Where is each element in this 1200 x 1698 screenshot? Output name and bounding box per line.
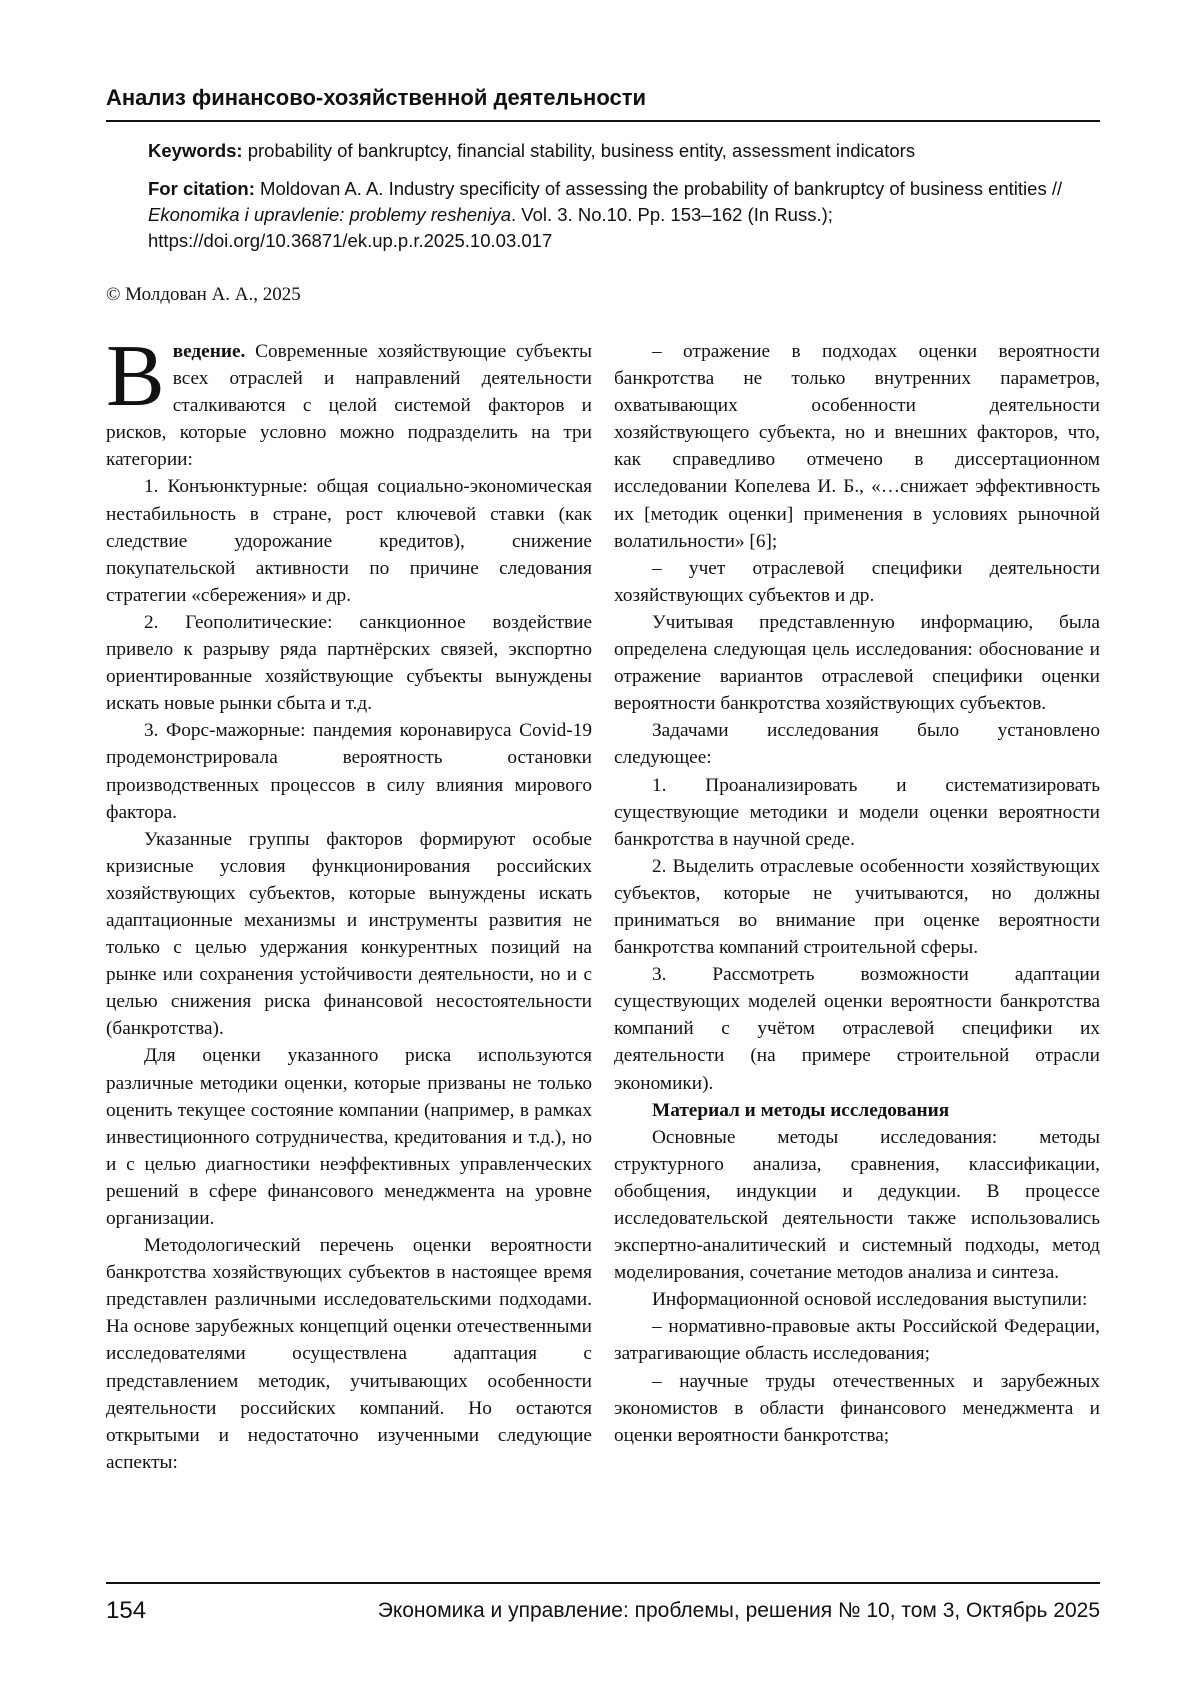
page-number: 154 — [106, 1597, 147, 1624]
right-column — [614, 338, 1100, 1449]
copyright-line: © Молдован А. А., 2025 — [106, 284, 301, 305]
body-paragraph: – отражение в подходах оценки вероятности банкротства не только внутренних параметров, охватывающих особенности деятельности хозяйствующего субъекта, но и внешних факторов, что, как справедливо отмечено в диссертационном исследовании Копелева И. Б., «…снижает эффективность их [методик оценки] применения в условиях рыночной волатильности» [6]; — [614, 341, 1100, 552]
citation — [148, 176, 1100, 254]
keywords-text: probability of bankruptcy, financial stability, business entity, assessment indicators — [247, 140, 916, 161]
body-paragraph: – учет отраслевой специфики деятельности хозяйствующих субъектов и др. — [614, 557, 1100, 606]
citation-label: For citation: — [148, 178, 255, 199]
body-paragraph: – научные труды отечественных и зарубежных экономистов в области финансового менеджмента и оценки вероятности банкротства; — [614, 1370, 1100, 1446]
body-paragraph: – нормативно-правовые акты Российской Федерации, затрагивающие область исследования; — [614, 1316, 1100, 1365]
citation-text-2: . Vol. 3. No.10. Pp. 153–162 (In Russ.); https://doi.org/10.36871/ek.up.p.r.2025.10.03.017 — [148, 204, 833, 251]
body-paragraph: 2. Геополитические: санкционное воздействие привело к разрыву ряда партнёрских связей, экспортно ориентированные хозяйствующие субъекты вынуждены искать новые рынки сбыта и т.д. — [106, 611, 592, 715]
article-meta — [148, 138, 1100, 266]
intro-text: Современные хозяйствующие субъекты всех отраслей и направлений деятельности сталкиваются с целой системой факторов и рисков, которые условно можно подразделить на три категории: — [106, 341, 592, 471]
body-paragraph: Задачами исследования было установлено следующее: — [614, 720, 1100, 769]
running-title: Анализ финансово-хозяйственной деятельности — [106, 84, 1100, 122]
body-paragraph: Для оценки указанного риска используются различные методики оценки, которые призваны не только оценить текущее состояние компании (например, в рамках инвестиционного сотрудничества, кредитования и т.д.), но и с целью диагностики неэффективных управленческих решений в сфере финансового менеджмента на уровне организации. — [106, 1045, 592, 1229]
intro-heading: ведение. — [172, 341, 246, 362]
left-column — [106, 328, 592, 1476]
journal-name: Экономика и управление: проблемы, решения № 10, том 3, Октябрь 2025 — [377, 1599, 1100, 1622]
keywords-label: Keywords: — [148, 140, 243, 161]
body-paragraph: 3. Рассмотреть возможности адаптации существующих моделей оценки вероятности банкротства компаний с учётом отраслевой специфики их деятельности (на примере строительной отрасли экономики). — [614, 964, 1100, 1094]
citation-text-1: Moldovan A. A. Industry specificity of assessing the probability of bankruptcy of business entities // — [260, 178, 1063, 199]
body-paragraph: Основные методы исследования: методы структурного анализа, сравнения, классификации, обобщения, индукции и дедукции. В процессе исследовательской деятельности также использовались экспертно-аналитический и системный подходы, метод моделирования, сочетание методов анализа и синтеза. — [614, 1126, 1100, 1284]
body-paragraph: 1. Проанализировать и систематизировать существующие методики и модели оценки вероятности банкротства в научной среде. — [614, 774, 1100, 850]
body-paragraph: 1. Конъюнктурные: общая социально-экономическая нестабильность в стране, рост ключевой ставки (как следствие удорожание кредитов), снижение покупательской активности по причине следования стратегии «сбережения» и др. — [106, 476, 592, 606]
intro-paragraph — [106, 328, 592, 473]
body-paragraph: 3. Форс-мажорные: пандемия коронавируса Covid-19 продемонстрировала вероятность остановки производственных процессов в силу влияния мирового фактора. — [106, 720, 592, 823]
body-paragraph: 2. Выделить отраслевые особенности хозяйствующих субъектов, которые не учитываются, но должны приниматься во внимание при оценке вероятности банкротства компаний строительной сферы. — [614, 855, 1100, 959]
body-paragraph: Учитывая представленную информацию, была определена следующая цель исследования: обоснование и отражение вариантов отраслевой специфики оценки вероятности банкротства хозяйствующих субъектов. — [614, 611, 1100, 715]
drop-cap: В — [106, 328, 165, 425]
section-heading: Материал и методы исследования — [652, 1099, 950, 1121]
footer-divider — [106, 1582, 1100, 1584]
keywords — [148, 138, 1100, 164]
citation-journal: Ekonomika i upravlenie: problemy resheniya — [148, 204, 511, 225]
body-paragraph: Указанные группы факторов формируют особые кризисные условия функционирования российских хозяйствующих субъектов, которые вынуждены искать адаптационные механизмы и инструменты развития не только с целью удержания конкурентных позиций на рынке или сохранения устойчивости деятельности, но и с целью снижения риска финансовой несостоятельности (банкротства). — [106, 828, 592, 1040]
body-paragraph: Информационной основой исследования выступили: — [652, 1289, 1088, 1311]
body-paragraph: Методологический перечень оценки вероятности банкротства хозяйствующих субъектов в настоящее время представлен различными исследовательскими подходами. На основе зарубежных концепций оценки отечественными исследователями осуществлена адаптация с представлением методик, учитывающих особенности деятельности российских компаний. Но остаются открытыми и недостаточно изученными следующие аспекты: — [106, 1235, 592, 1473]
